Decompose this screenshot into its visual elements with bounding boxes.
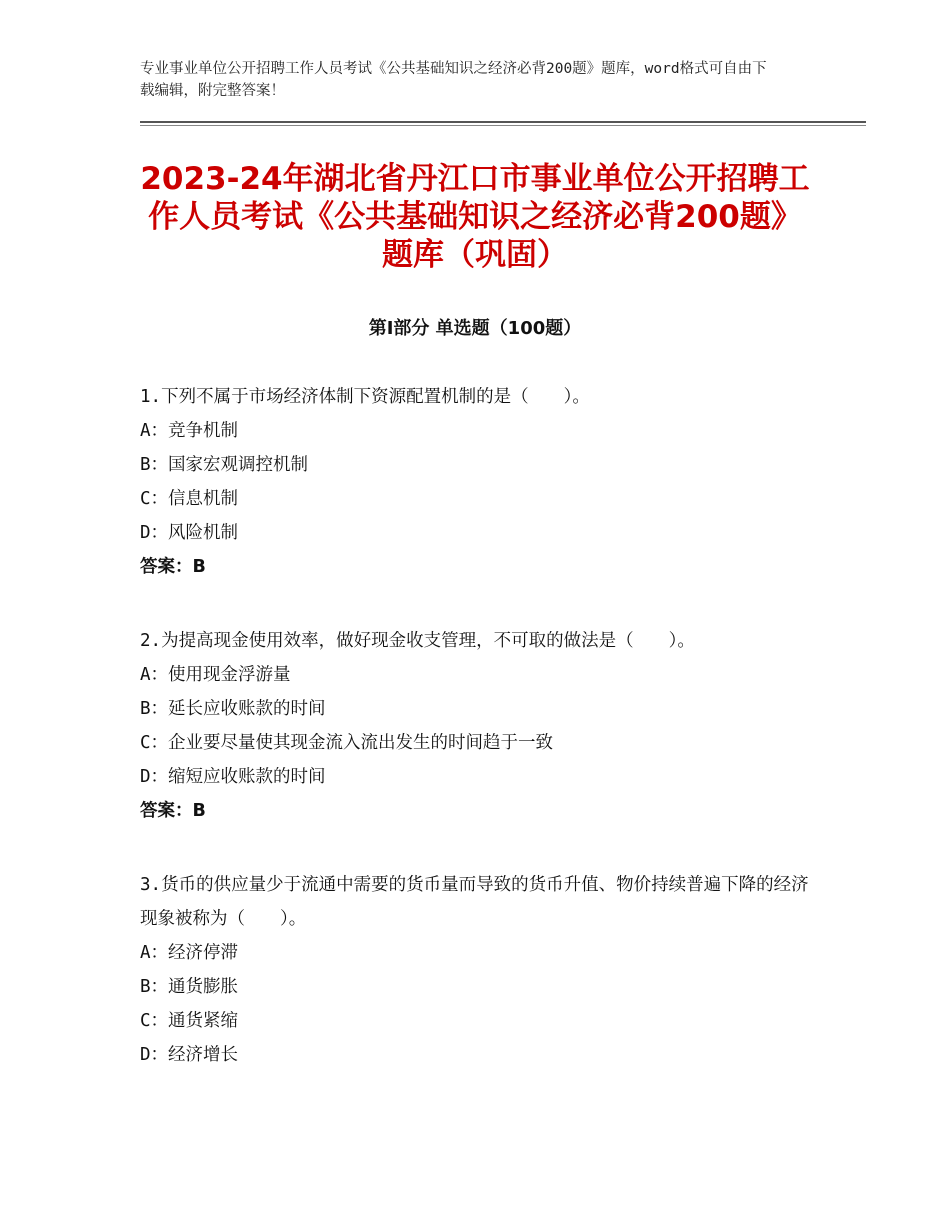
option-d: D：经济增长 <box>140 1045 239 1065</box>
question-stem: 1.下列不属于市场经济体制下资源配置机制的是（ ）。 <box>140 387 590 407</box>
option-d: D：缩短应收账款的时间 <box>140 767 326 787</box>
section-title: 第Ⅰ部分 单选题（100题） <box>368 318 582 339</box>
header-note: 专业事业单位公开招聘工作人员考试《公共基础知识之经济必背200题》题库，word格式可自由下载编辑，附完整答案！ <box>140 61 767 99</box>
question-stem: 3.货币的供应量少于流通中需要的货币量而导致的货币升值、物价持续普遍下降的经济现象被称为（ ）。 <box>140 875 809 929</box>
option-b: B：延长应收账款的时间 <box>140 699 326 719</box>
option-c: C：企业要尽量使其现金流入流出发生的时间趋于一致 <box>140 733 554 753</box>
answer: 答案：B <box>140 557 206 577</box>
answer: 答案：B <box>140 801 206 821</box>
question-3 <box>140 868 810 1072</box>
header-divider-thin <box>140 125 866 126</box>
option-a: A：竞争机制 <box>140 421 239 441</box>
question-2 <box>140 624 810 828</box>
question-stem: 2.为提高现金使用效率，做好现金收支管理，不可取的做法是（ ）。 <box>140 631 695 651</box>
option-b: B：通货膨胀 <box>140 977 239 997</box>
question-list <box>140 380 810 1112</box>
option-c: C：通货紧缩 <box>140 1011 239 1031</box>
option-c: C：信息机制 <box>140 489 239 509</box>
header-divider-thick <box>140 121 866 123</box>
option-d: D：风险机制 <box>140 523 239 543</box>
option-a: A：使用现金浮游量 <box>140 665 291 685</box>
option-b: B：国家宏观调控机制 <box>140 455 309 475</box>
question-1 <box>140 380 810 584</box>
document-title: 2023-24年湖北省丹江口市事业单位公开招聘工作人员考试《公共基础知识之经济必背200题》题库（巩固） <box>140 161 810 273</box>
option-a: A：经济停滞 <box>140 943 239 963</box>
